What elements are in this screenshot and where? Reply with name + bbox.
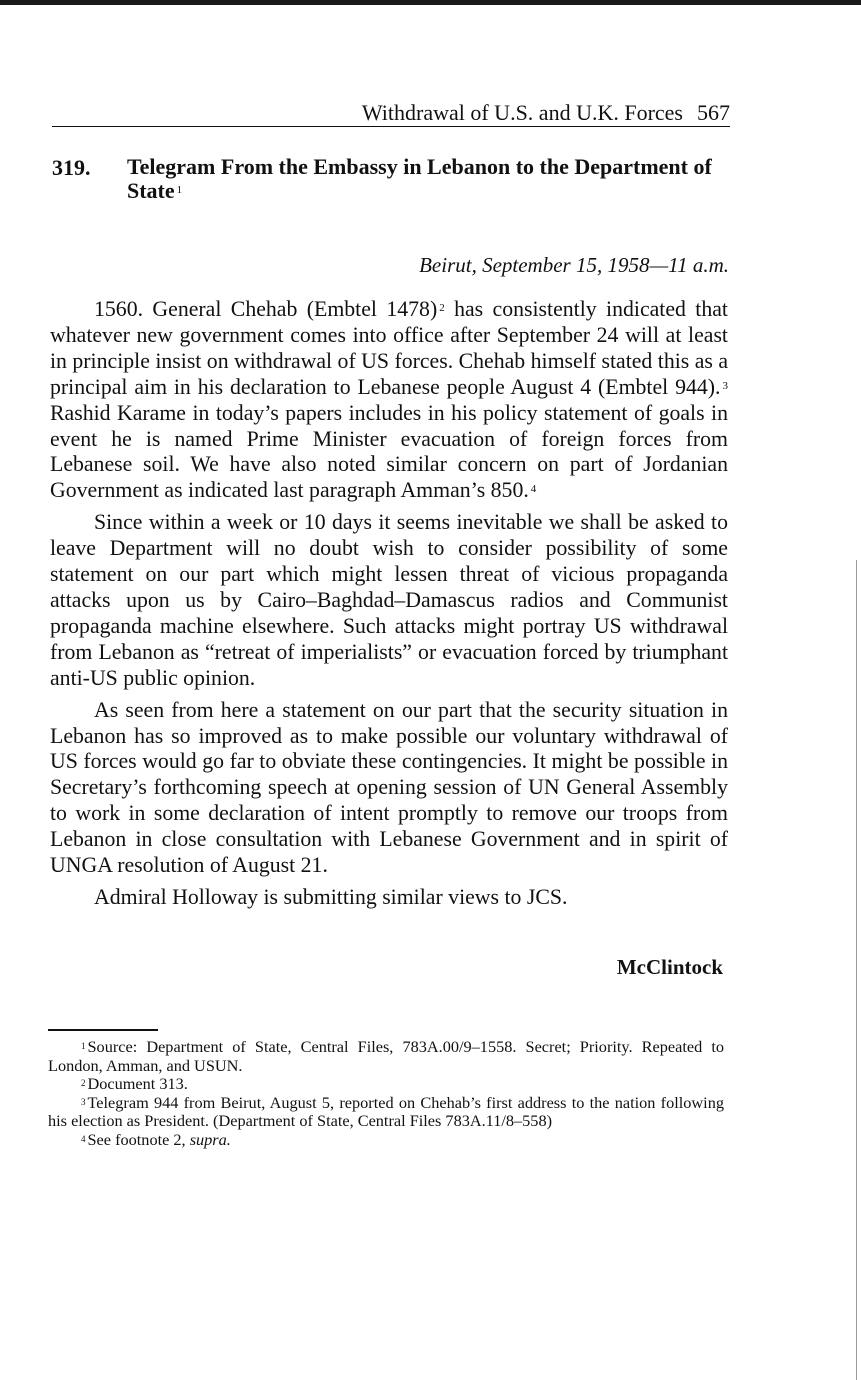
paragraph-1-part-a: 1560. General Chehab (Embtel 1478) [94,297,438,321]
footnote-ref-4: 4 [530,483,537,496]
footnote-divider [48,1029,158,1031]
paragraph-2: Since within a week or 10 days it seems inevitable we shall be asked to leave Department will no doubt wish to consider possibility of some statement on our part which might lessen threat of vicious propaganda attacks upon us by Cairo–Baghdad–Damascus radios and Communist propaganda machine elsewhere. Such attacks might portray US withdrawal from Lebanon as “retreat of imperialists” or evacuation forced by triumphant anti-US public opinion. [50,510,728,690]
footnote-3-marker: 3 [81,1096,86,1107]
page-number: 567 [697,100,730,125]
footnote-3-text: Telegram 944 from Beirut, August 5, reported on Chehab’s first address to the nation following his election as President. (Department of State, Central Files 783A.11/8–558) [48,1092,724,1131]
page-right-edge [856,560,857,1380]
footnote-ref-2: 2 [439,302,445,314]
footnote-4-marker: 4 [81,1133,86,1144]
dateline: Beirut, September 15, 1958—11 a.m. [419,253,729,277]
telegram-body [50,297,728,917]
footnote-1 [48,1038,724,1075]
running-title: Withdrawal of U.S. and U.K. Forces [361,100,683,125]
paragraph-1-part-c: Rashid Karame in today’s papers includes in his policy statement of goals in event he is named Prime Minister evacuation of foreign forces from Lebanese soil. We have also noted similar concern on part of Jordanian Government as indicated last paragraph Amman’s 850. [50,400,728,503]
paragraph-3: As seen from here a statement on our part that the security situation in Lebanon has so improved as to make possible our voluntary withdrawal of US forces would go far to obviate these contingencies. It might be possible in Secretary’s forthcoming speech at opening session of UN General Assembly to work in some declaration of intent promptly to remove our troops from Lebanon in close consultation with Lebanese Government and in spirit of UNGA resolution of August 21. [50,697,728,878]
running-header [52,100,730,127]
footnote-3 [48,1094,724,1131]
footnote-2 [48,1075,724,1094]
paragraph-4: Admiral Holloway is submitting similar views to JCS. [94,884,568,909]
footnotes [48,1038,724,1150]
footnote-4-italic: supra. [189,1129,231,1149]
paragraph-1-part-b: has consistently indicated that whatever new government comes into office after September 24 will at least in principle insist on withdrawal of US forces. Chehab himself stated this as a principal aim in his declaration to Lebanese people August 4 (Embtel 944). [50,297,728,399]
document-number: 319. [52,155,91,180]
footnote-ref-1: 1 [176,184,183,196]
footnote-1-text: Source: Department of State, Central Files, 783A.00/9–1558. Secret; Priority. Repeated to London, Amman, and USUN. [48,1037,724,1075]
page-top-edge [0,0,861,5]
footnote-ref-3: 3 [722,379,728,392]
footnote-1-marker: 1 [81,1041,86,1051]
footnote-4-text: See footnote 2, [87,1129,190,1149]
footnote-2-marker: 2 [81,1078,86,1089]
signature: McClintock [616,955,723,979]
document-title [127,155,733,203]
footnote-4 [48,1131,724,1150]
document-title-text: Telegram From the Embassy in Lebanon to the Department of State [127,154,712,203]
footnote-2-text: Document 313. [87,1074,188,1094]
paragraph-1 [50,297,728,504]
